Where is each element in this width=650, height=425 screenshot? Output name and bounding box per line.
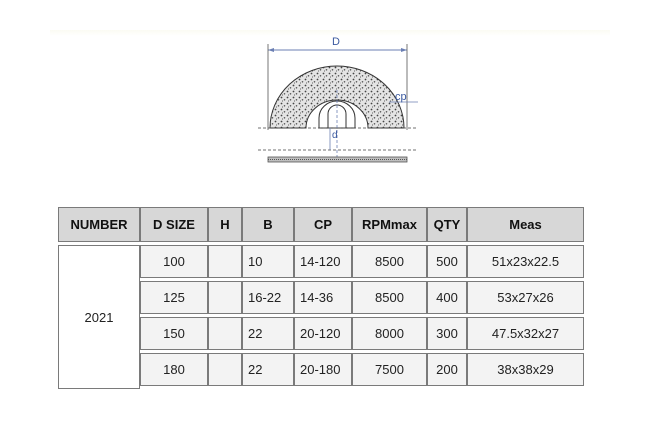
header-rpm: RPMmax (352, 207, 427, 242)
label-d: d (332, 130, 338, 141)
header-number: NUMBER (58, 207, 140, 242)
header-d-size: D SIZE (140, 207, 208, 242)
cell-meas: 38x38x29 (467, 353, 584, 386)
cell-meas: 51x23x22.5 (467, 245, 584, 278)
cell-meas: 47.5x32x27 (467, 317, 584, 350)
cell-rpm: 8000 (352, 317, 427, 350)
cell-h (208, 281, 242, 314)
cell-d-size: 100 (140, 245, 208, 278)
cell-cp: 14-36 (294, 281, 352, 314)
spec-table (58, 207, 584, 389)
cell-rpm: 8500 (352, 281, 427, 314)
cell-d-size: 150 (140, 317, 208, 350)
table-row (58, 245, 584, 278)
cell-cp: 20-120 (294, 317, 352, 350)
cell-qty: 200 (427, 353, 467, 386)
cell-d-size: 180 (140, 353, 208, 386)
cell-cp: 20-180 (294, 353, 352, 386)
cell-qty: 300 (427, 317, 467, 350)
cell-qty: 500 (427, 245, 467, 278)
cell-b: 16-22 (242, 281, 294, 314)
label-cp: cp (395, 91, 407, 103)
cell-rpm: 7500 (352, 353, 427, 386)
cell-meas: 53x27x26 (467, 281, 584, 314)
table-header-row (58, 207, 584, 242)
cell-b: 22 (242, 353, 294, 386)
cell-b: 22 (242, 317, 294, 350)
grinding-wheel-diagram (250, 30, 420, 170)
header-meas: Meas (467, 207, 584, 242)
cell-h (208, 353, 242, 386)
cell-d-size: 125 (140, 281, 208, 314)
cell-h (208, 245, 242, 278)
cell-h (208, 317, 242, 350)
header-qty: QTY (427, 207, 467, 242)
cell-cp: 14-120 (294, 245, 352, 278)
header-b: B (242, 207, 294, 242)
header-h: H (208, 207, 242, 242)
number-cell: 2021 (58, 245, 140, 389)
cell-b: 10 (242, 245, 294, 278)
cell-qty: 400 (427, 281, 467, 314)
cell-rpm: 8500 (352, 245, 427, 278)
label-D: D (332, 36, 340, 48)
dimension-d (330, 128, 338, 150)
header-cp: CP (294, 207, 352, 242)
